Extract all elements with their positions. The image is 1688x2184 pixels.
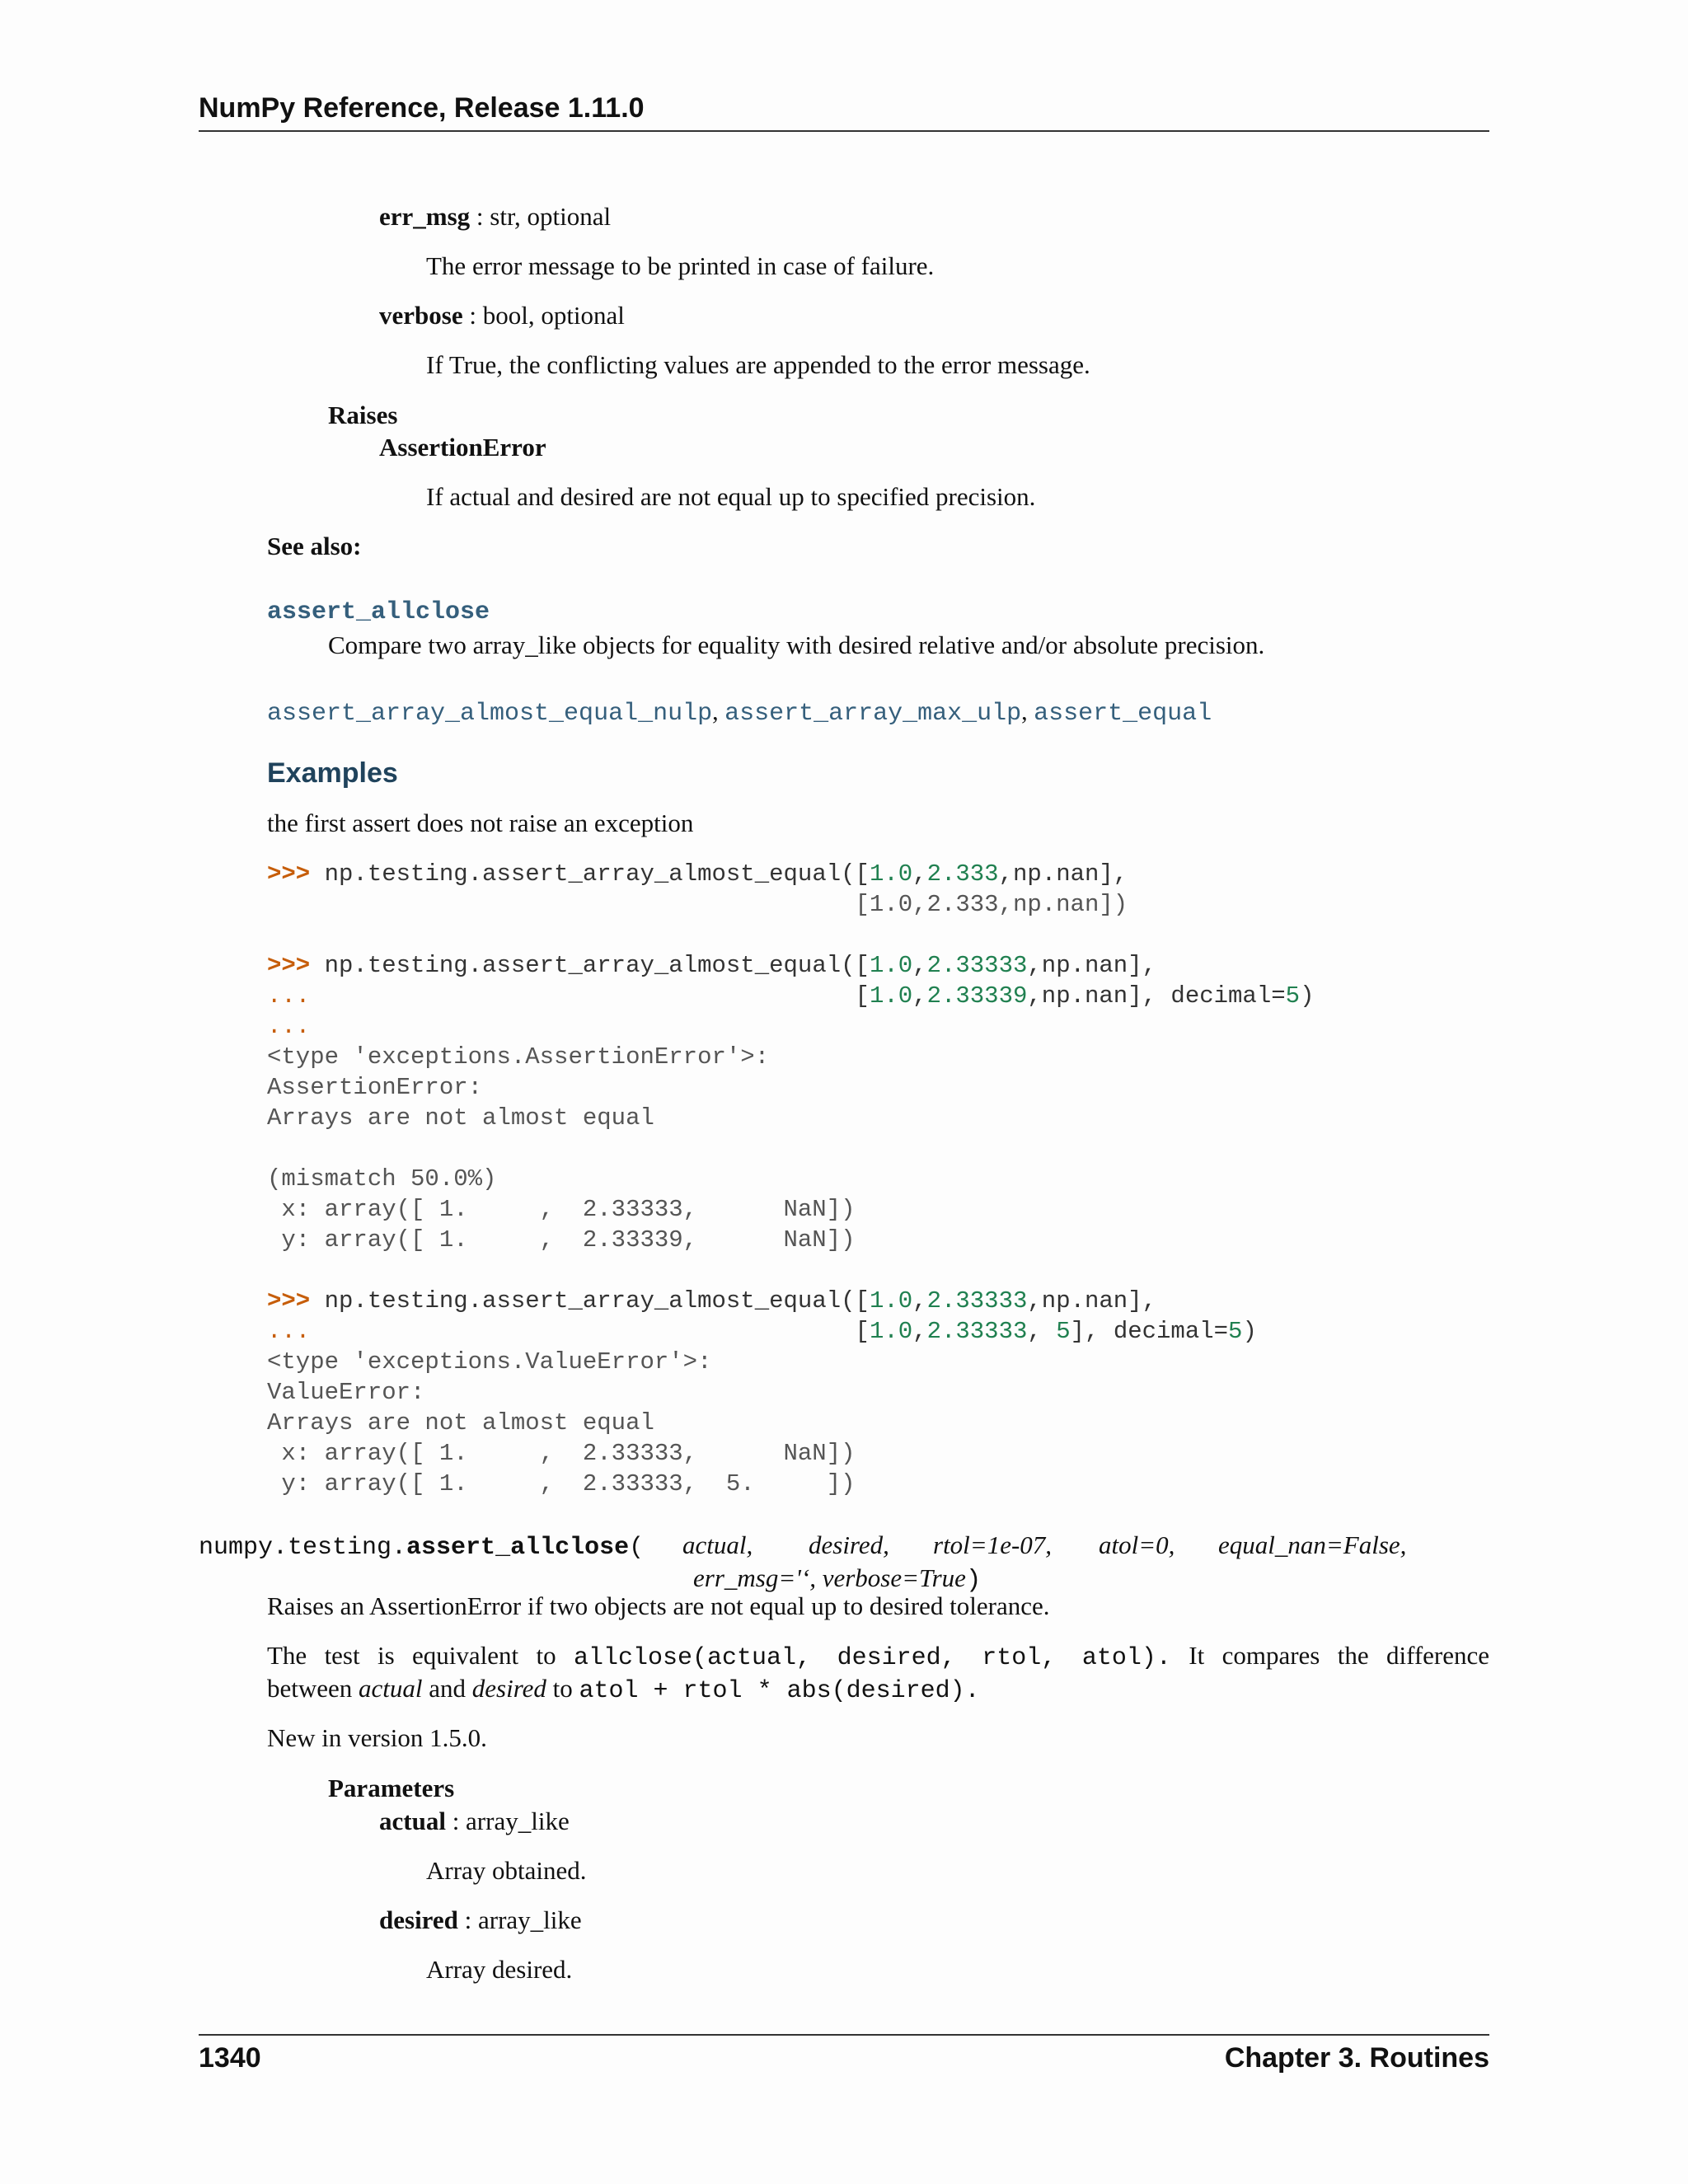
param-actual: actual : array_like: [379, 1807, 570, 1835]
code-line: <type 'exceptions.AssertionError'>:: [267, 1043, 770, 1071]
inline-code-allclose: allclose(actual, desired, rtol, atol).: [574, 1644, 1171, 1672]
code-line: >>> np.testing.assert_array_almost_equal([1.0,2.33333,np.nan],: [267, 1287, 1157, 1315]
code-line: Arrays are not almost equal: [267, 1409, 654, 1436]
see-also-link-assert-equal[interactable]: assert_equal: [1034, 700, 1212, 728]
header-rule: [199, 130, 1489, 132]
code-line: AssertionError:: [267, 1074, 483, 1101]
chapter-label: Chapter 3. Routines: [1224, 2042, 1489, 2074]
version-note: New in version 1.5.0.: [267, 1723, 487, 1752]
code-example-block: [267, 859, 1314, 1499]
parameters-label: Parameters: [328, 1774, 455, 1802]
param-desired: desired : array_like: [379, 1905, 582, 1934]
code-line: >>> np.testing.assert_array_almost_equal([1.0,2.33333,np.nan],: [267, 952, 1157, 979]
code-line: y: array([ 1. , 2.33333, 5. ]): [267, 1470, 856, 1497]
see-also-label: See also:: [267, 532, 362, 560]
word: compares: [1221, 1641, 1320, 1670]
running-header: NumPy Reference, Release 1.11.0: [199, 92, 645, 124]
param-desired-desc: Array desired.: [426, 1955, 573, 1984]
sig-func-name: assert_allclose: [406, 1534, 630, 1562]
equivalence-line-2: between actual and desired to atol + rtol * abs(desired).: [267, 1674, 980, 1705]
function-signature-line2: err_msg='‘, verbose=True): [693, 1563, 982, 1595]
see-also-link-max-ulp[interactable]: assert_array_max_ulp: [724, 700, 1022, 728]
examples-intro: the first assert does not raise an exception: [267, 808, 694, 837]
see-also-link-assert-allclose[interactable]: assert_allclose: [267, 598, 490, 626]
word: It: [1189, 1641, 1205, 1670]
word: The: [267, 1641, 307, 1670]
code-line: <type 'exceptions.ValueError'>:: [267, 1348, 712, 1376]
raises-label: Raises: [328, 401, 398, 429]
raises-name: AssertionError: [379, 433, 546, 462]
code-line: ValueError:: [267, 1379, 425, 1406]
code-line: >>> np.testing.assert_array_almost_equal([1.0,2.333,np.nan],: [267, 860, 1128, 888]
param-err-msg-desc: The error message to be printed in case of failure.: [426, 251, 935, 280]
code-line: ... [1.0,2.33333, 5], decimal=5): [267, 1318, 1257, 1345]
param-verbose-desc: If True, the conflicting values are appended to the error message.: [426, 350, 1090, 379]
param-verbose: verbose : bool, optional: [379, 301, 625, 330]
footer-rule: [199, 2034, 1489, 2036]
see-also-desc: Compare two array_like objects for equality with desired relative and/or absolute precision.: [328, 630, 1265, 659]
code-line: y: array([ 1. , 2.33339, NaN]): [267, 1226, 856, 1254]
word: the: [1337, 1641, 1369, 1670]
code-line: ... [1.0,2.33339,np.nan], decimal=5): [267, 982, 1315, 1010]
equivalence-line-1: [267, 1640, 1489, 1673]
raises-desc: If actual and desired are not equal up to specified precision.: [426, 482, 1036, 511]
param-err-msg: err_msg : str, optional: [379, 202, 612, 231]
word: equivalent: [412, 1641, 519, 1670]
code-line: x: array([ 1. , 2.33333, NaN]): [267, 1196, 856, 1223]
examples-heading: Examples: [267, 757, 398, 789]
see-also-link-nulp[interactable]: assert_array_almost_equal_nulp: [267, 700, 713, 728]
word: is: [377, 1641, 395, 1670]
code-line: ...: [267, 1013, 311, 1040]
word: difference: [1386, 1641, 1490, 1670]
code-line: x: array([ 1. , 2.33333, NaN]): [267, 1440, 856, 1467]
code-line: [1.0,2.333,np.nan]): [267, 891, 1128, 918]
sig-module: numpy.testing.: [199, 1534, 407, 1562]
page-number: 1340: [199, 2042, 261, 2074]
see-also-links: assert_array_almost_equal_nulp, assert_array_max_ulp, assert_equal: [267, 698, 1212, 728]
word: test: [324, 1641, 360, 1670]
code-line: (mismatch 50.0%): [267, 1165, 497, 1193]
word: to: [536, 1641, 556, 1670]
function-summary: Raises an AssertionError if two objects are not equal up to desired tolerance.: [267, 1591, 1050, 1620]
param-actual-desc: Array obtained.: [426, 1856, 587, 1885]
function-signature: numpy.testing.assert_allclose( actual, desired, rtol=1e-07, atol=0, equal_nan=False,: [199, 1530, 1407, 1562]
code-line: Arrays are not almost equal: [267, 1104, 654, 1132]
